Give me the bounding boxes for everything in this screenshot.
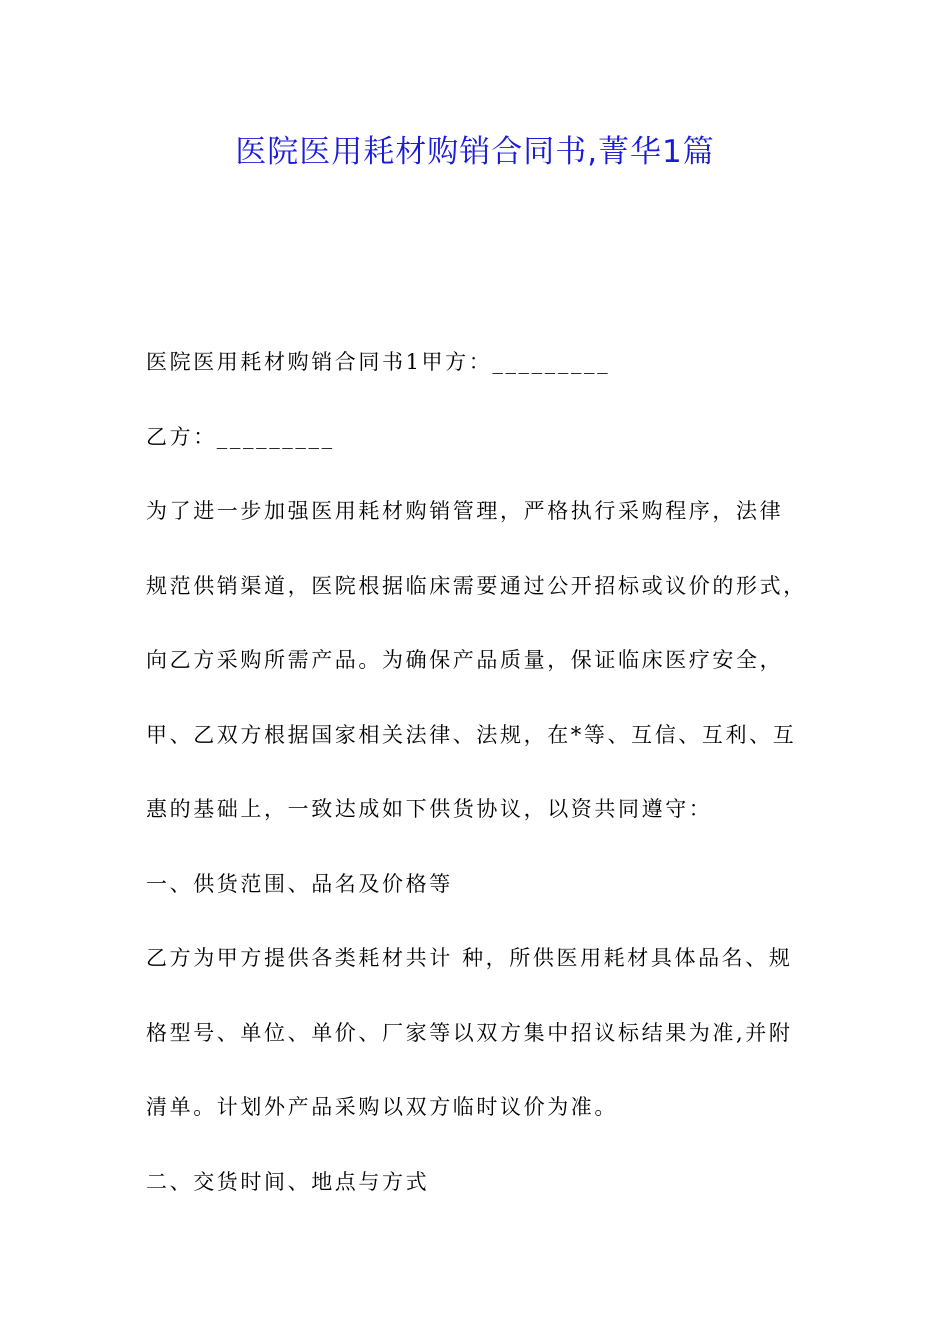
paragraph-line: 清单。计划外产品采购以双方临时议价为准。 xyxy=(146,1095,618,1119)
paragraph-line: 惠的基础上，一致达成如下供货协议，以资共同遵守： xyxy=(146,797,713,821)
paragraph-line: 为了进一步加强医用耗材购销管理，严格执行采购程序，法律 xyxy=(146,499,784,523)
section-heading: 二、交货时间、地点与方式 xyxy=(146,1169,430,1194)
paragraph-line: 向乙方采购所需产品。为确保产品质量，保证临床医疗安全， xyxy=(146,648,784,672)
document-body xyxy=(146,335,836,1229)
party-b-line: 乙方：_________ xyxy=(146,424,335,449)
document-title: 医院医用耗材购销合同书,菁华1篇 xyxy=(235,134,715,170)
paragraph-line: 甲、乙双方根据国家相关法律、法规，在*等、互信、互利、互 xyxy=(146,722,797,747)
party-a-line: 医院医用耗材购销合同书1甲方：_________ xyxy=(146,350,611,374)
section-heading: 一、供货范围、品名及价格等 xyxy=(146,871,453,896)
paragraph-line: 乙方为甲方提供各类耗材共计 种，所供医用耗材具体品名、规 xyxy=(146,946,793,970)
paragraph-line: 规范供销渠道，医院根据临床需要通过公开招标或议价的形式， xyxy=(146,573,807,598)
paragraph-line: 格型号、单位、单价、厂家等以双方集中招议标结果为准,并附 xyxy=(146,1020,793,1045)
